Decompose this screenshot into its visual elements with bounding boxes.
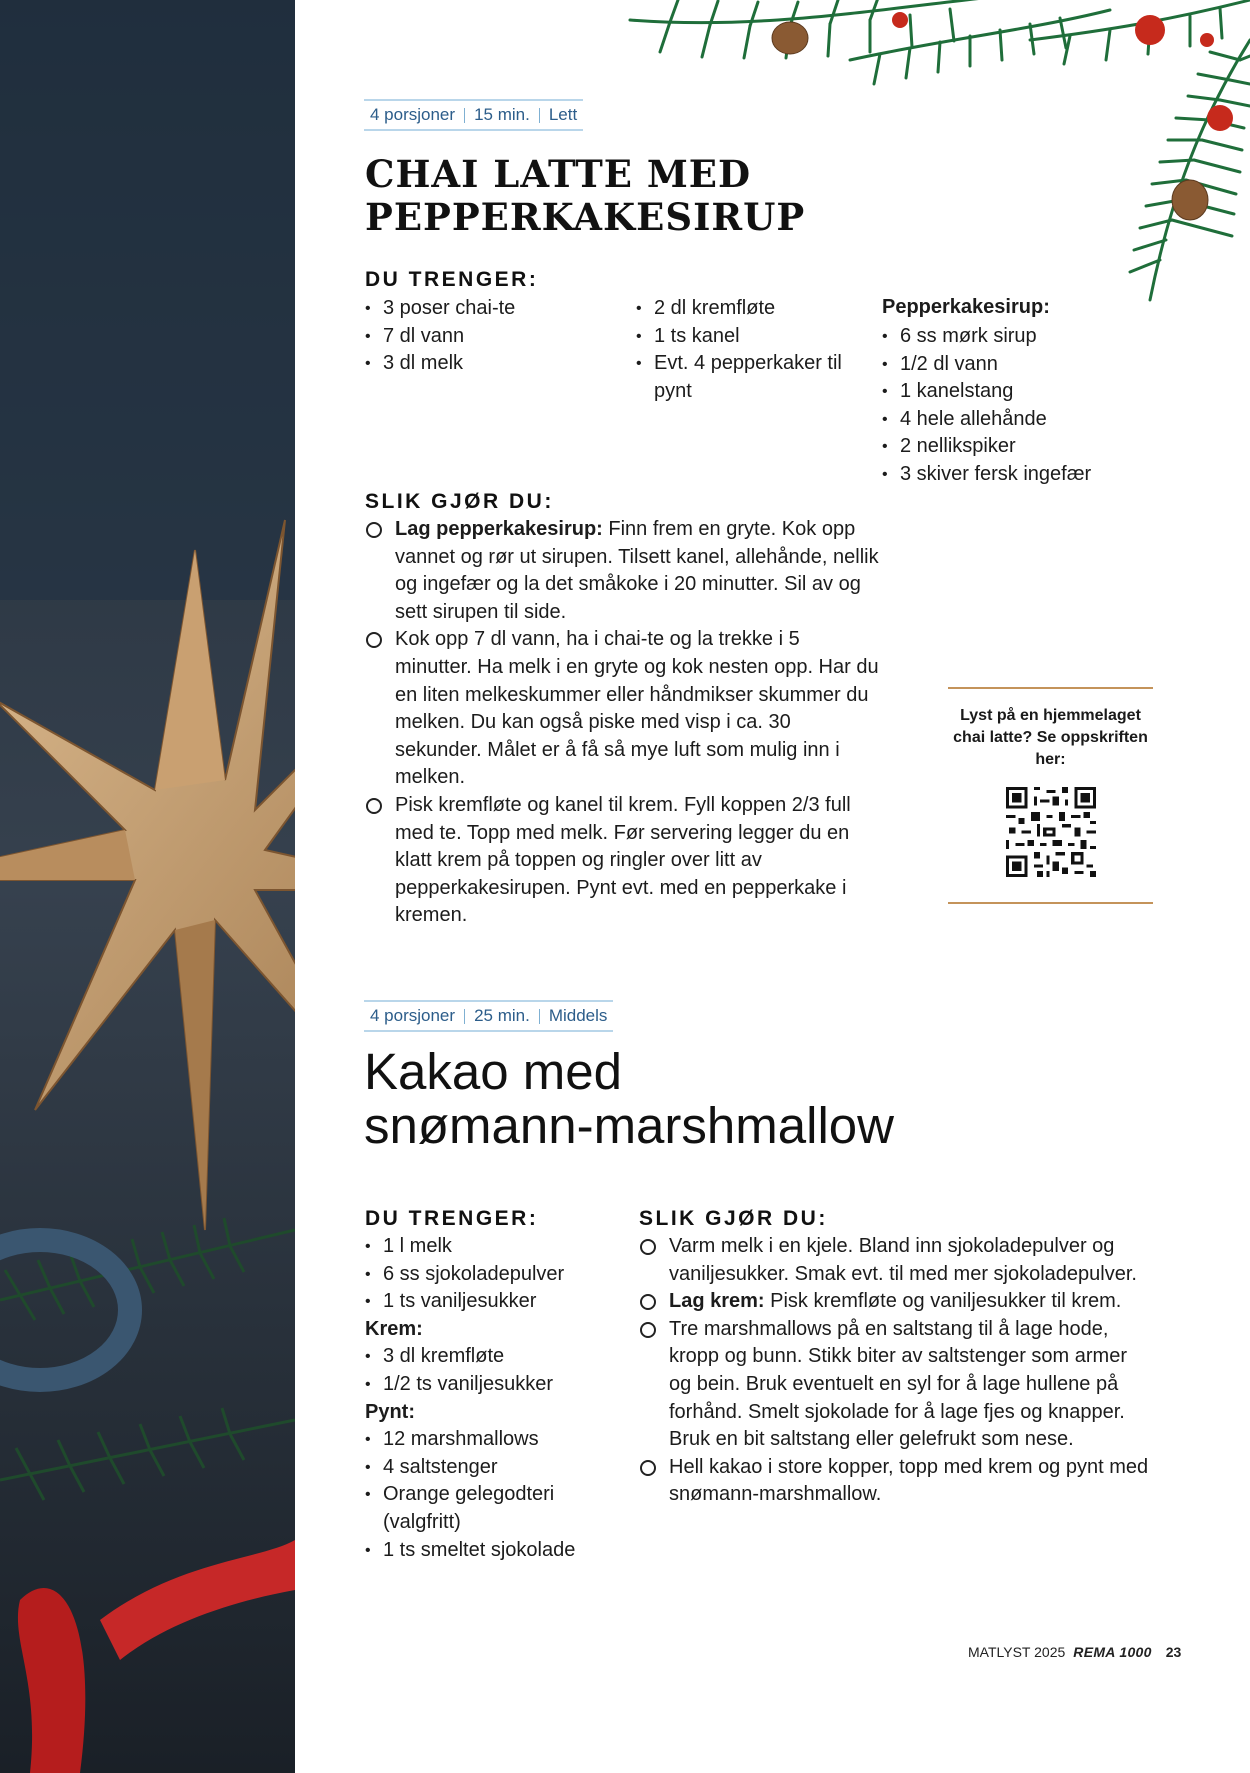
qr-callout-text: Lyst på en hjemmelaget chai latte? Se oppskriften her: [953, 707, 1148, 768]
brand-logo: REMA 1000 [1073, 1644, 1152, 1660]
step-item [639, 1288, 1149, 1316]
qr-callout [948, 687, 1153, 904]
recipe1-steps [365, 516, 880, 930]
list-item: • 3 poser chai-te [365, 295, 625, 323]
step-text: Kok opp 7 dl vann, ha i chai-te og la trekke i 5 minutter. Ha melk i en gryte og kok nesten opp. Har du en liten melkeskummer eller håndmikser skummer du melken. Du kan også piske med visp i ca. 30 sekunder. Målet er å få så mye luft som mulig inn i melken. [395, 628, 879, 789]
list-item: • 1 ts smeltet sjokolade [365, 1537, 595, 1565]
list-item: • Orange gelegodteri (valgfritt) [365, 1481, 595, 1536]
recipe2-servings: 4 porsjoner [370, 1006, 456, 1025]
recipe1-meta-bar [364, 99, 583, 131]
page-footer [968, 1644, 1181, 1660]
step-text: Hell kakao i store kopper, topp med krem og pynt med snømann-marshmallow. [669, 1455, 1149, 1506]
recipe2-title [364, 1045, 1064, 1153]
list-item: • 4 hele allehånde [882, 406, 1142, 434]
recipe2-steps [639, 1233, 1149, 1509]
recipe2-steps-heading: SLIK GJØR DU: [639, 1207, 828, 1230]
recipe2-ingredients-heading: DU TRENGER: [365, 1207, 539, 1230]
recipe2-meta-bar [364, 1000, 613, 1032]
list-item: • 3 skiver fersk ingefær [882, 461, 1142, 489]
recipe2-difficulty: Middels [548, 1006, 608, 1025]
step-item [639, 1316, 1149, 1454]
recipe1-ingredients-heading: DU TRENGER: [365, 268, 539, 291]
recipe2-title-line1: Kakao med [364, 1043, 622, 1100]
list-item: • 1 ts kanel [636, 323, 851, 351]
recipe1-ingredients-col1 [365, 295, 625, 378]
step-text: Varm melk i en kjele. Bland inn sjokoladepulver og vaniljesukker. Smak evt. til med mer sjokoladepulver. [669, 1235, 1137, 1285]
list-item: • 1/2 dl vann [882, 351, 1142, 379]
step-text: Tre marshmallows på en saltstang til å lage hode, kropp og bunn. Stikk biter av saltstenger som armer og bein. Bruk eventuelt en syl for å lage hullene på forhånd. Smelt sjokolade for å lage fjes og knapper. Bruk en bit saltstang eller gelefrukt som nese. [669, 1317, 1127, 1451]
recipe1-title-line1: CHAI LATTE MED [365, 152, 752, 196]
step-bold-label: Lag krem: [669, 1290, 765, 1313]
recipe1-steps-heading: SLIK GJØR DU: [365, 490, 554, 513]
step-item [365, 626, 880, 792]
list-item: • 7 dl vann [365, 323, 625, 351]
recipe2-time: 25 min. [474, 1006, 530, 1025]
list-item: • 3 dl melk [365, 350, 625, 378]
recipe2-ingredients-list [365, 1233, 625, 1316]
step-item [365, 516, 880, 626]
photo-star-decoration [0, 0, 295, 1773]
step-text: Pisk kremfløte og vaniljesukker til krem. [764, 1290, 1122, 1313]
recipe1-title [365, 153, 925, 239]
recipe2-ingredients [365, 1233, 625, 1564]
step-item [639, 1233, 1149, 1288]
recipe2-title-line2: snømann-marshmallow [364, 1097, 894, 1154]
recipe2-pynt-list [365, 1426, 595, 1564]
list-item: • 12 marshmallows [365, 1426, 595, 1454]
recipe1-syrup-list [882, 323, 1142, 489]
pynt-heading: Pynt: [365, 1400, 415, 1423]
step-item [365, 792, 880, 930]
list-item: • 1 kanelstang [882, 378, 1142, 406]
list-item: • 3 dl kremfløte [365, 1343, 625, 1371]
qr-code-icon[interactable] [1006, 787, 1096, 877]
recipe2-krem-list [365, 1343, 625, 1398]
step-text: Finn frem en gryte. Kok opp vannet og rør ut sirupen. Tilsett kanel, allehånde, nellik og ingefær og la det småkoke i 20 minutter. Sil av og sett sirupen til side. [395, 518, 879, 623]
syrup-heading: Pepperkakesirup: [882, 296, 1050, 318]
list-item: • 6 ss sjokoladepulver [365, 1261, 625, 1289]
list-item: • 1/2 ts vaniljesukker [365, 1371, 625, 1399]
recipe1-difficulty: Lett [548, 105, 578, 124]
krem-heading: Krem: [365, 1317, 423, 1340]
star-photo-illustration [0, 0, 295, 1773]
list-item: • 1 ts vaniljesukker [365, 1288, 625, 1316]
step-item [639, 1454, 1149, 1509]
step-bold-label: Lag pepperkakesirup: [395, 518, 603, 540]
step-text: Pisk kremfløte og kanel til krem. Fyll koppen 2/3 full med te. Topp med melk. Før servering legger du en klatt krem på toppen og ringler over litt av pepperkakesirupen. Pynt evt. med en pepperkake i kremen. [395, 793, 851, 927]
recipe1-title-line2: PEPPERKAKESIRUP [365, 195, 806, 239]
magazine-name: MATLYST 2025 [968, 1644, 1066, 1660]
list-item: • 6 ss mørk sirup [882, 323, 1142, 351]
recipe1-servings: 4 porsjoner [370, 105, 456, 124]
list-item: • 2 nellikspiker [882, 433, 1142, 461]
page-number: 23 [1165, 1644, 1182, 1660]
list-item: • 1 l melk [365, 1233, 625, 1261]
list-item: • Evt. 4 pepperkaker til pynt [636, 350, 851, 405]
recipe1-time: 15 min. [474, 105, 530, 124]
list-item: • 2 dl kremfløte [636, 295, 851, 323]
recipe1-ingredients-col2 [636, 295, 851, 405]
list-item: • 4 saltstenger [365, 1454, 595, 1482]
